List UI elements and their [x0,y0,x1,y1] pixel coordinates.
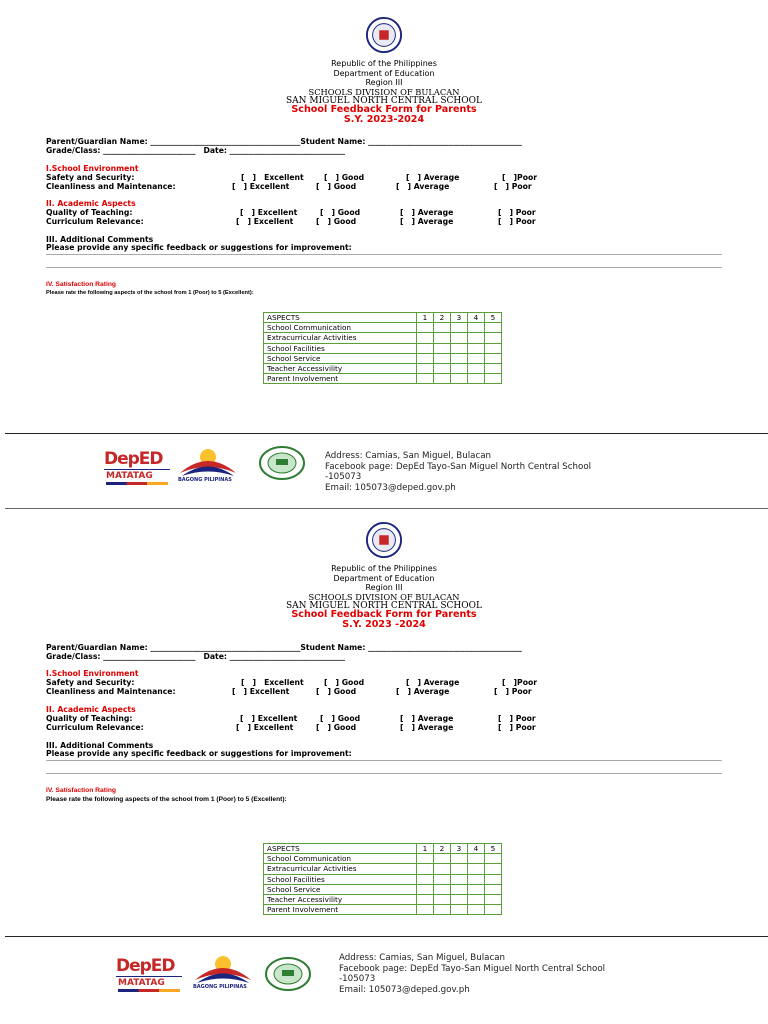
table-row [264,864,502,874]
form-page-1 [0,0,768,505]
letterhead [0,564,768,612]
table-header-cell: 2 [434,313,451,323]
header-line4: SCHOOLS DIVISION OF BULACAN [308,591,460,602]
rating-cell[interactable] [451,333,468,343]
rating-cell[interactable] [451,364,468,374]
safety-excellent-option[interactable]: [ ] Excellent [241,678,304,687]
quality-good-option[interactable]: [ ] Good [320,714,361,723]
rating-cell[interactable] [434,353,451,363]
rating-cell[interactable] [485,374,502,384]
table-header-cell: 3 [451,844,468,854]
rating-cell[interactable] [485,884,502,894]
aspect-label: School Communication [264,854,417,864]
rating-cell[interactable] [417,895,434,905]
section-satisfaction-rating: IV. Satisfaction Rating [46,281,116,288]
rating-cell[interactable] [417,343,434,353]
table-row [264,854,502,864]
table-header-cell: 1 [417,844,434,854]
bagong-pilipinas-logo [191,950,255,994]
table-header-cell: 3 [451,313,468,323]
footer-address: Address: Camias, San Miguel, Bulacan [325,451,492,461]
quality-excellent-option[interactable]: [ ] Excellent [240,714,298,723]
quality-good-option[interactable]: [ ] Good [320,208,361,217]
safety-poor-option[interactable]: [ ]Poor [502,173,538,182]
rating-cell[interactable] [417,333,434,343]
clean-excellent-option[interactable]: [ ] Excellent [232,687,290,696]
curriculum-label: Curriculum Relevance: [46,723,144,732]
rating-cell[interactable] [417,353,434,363]
table-row [264,874,502,884]
form-title: School Feedback Form for Parents [291,104,477,115]
school-year: S.Y. 2023-2024 [343,114,425,125]
school-seal-icon [264,956,312,992]
curr-poor-option[interactable]: [ ] Poor [498,217,536,226]
curr-good-option[interactable]: [ ] Good [316,723,357,732]
quality-label: Quality of Teaching: [46,208,133,217]
curr-good-option[interactable]: [ ] Good [316,217,357,226]
rating-cell[interactable] [451,343,468,353]
deped-seal-icon [365,16,403,54]
rating-cell[interactable] [451,854,468,864]
footer-email[interactable]: Email: 105073@deped.gov.ph [325,482,456,493]
matatag-logo-text: MATATAG [106,471,153,481]
clean-good-option[interactable]: [ ] Good [316,182,357,191]
rating-cell[interactable] [485,864,502,874]
curriculum-label: Curriculum Relevance: [46,217,144,226]
table-header-cell: ASPECTS [264,313,417,323]
rating-cell[interactable] [468,343,485,353]
aspect-label: Extracurricular Activities [264,864,417,874]
rating-cell[interactable] [451,905,468,915]
form-page-2 [0,508,768,1024]
deped-matatag-logo [116,954,186,994]
comments-prompt: Please provide any specific feedback or suggestions for improvement: [46,749,352,758]
table-row [264,364,502,374]
matatag-logo-text: MATATAG [118,978,165,988]
rating-cell[interactable] [468,353,485,363]
header-line1: Republic of the Philippines [331,564,437,573]
aspect-label: School Service [264,353,417,363]
rating-cell[interactable] [468,374,485,384]
table-row [264,884,502,894]
rating-cell[interactable] [417,905,434,915]
table-row [264,323,502,333]
table-row [264,343,502,353]
section-school-environment: I.School Environment [46,164,139,173]
table-header-cell: 2 [434,844,451,854]
rating-cell[interactable] [485,854,502,864]
table-header-cell: ASPECTS [264,844,417,854]
clean-excellent-option[interactable]: [ ] Excellent [232,182,290,191]
school-year: S.Y. 2023 -2024 [342,619,426,630]
safety-poor-option[interactable]: [ ]Poor [502,678,538,687]
rating-cell[interactable] [434,374,451,384]
safety-label: Safety and Security: [46,678,135,687]
quality-poor-option[interactable]: [ ] Poor [498,208,536,217]
rating-cell[interactable] [434,884,451,894]
rating-cell[interactable] [468,864,485,874]
clean-poor-option[interactable]: [ ] Poor [494,687,532,696]
header-line1: Republic of the Philippines [331,59,437,68]
footer-facebook[interactable]: Facebook page: DepEd Tayo-San Miguel North Central School [339,963,606,974]
comment-line[interactable] [46,773,722,774]
footer-divider [5,936,768,937]
deped-logo-text: DepED [104,449,163,469]
grade-date-line[interactable]: Grade/Class: ________________________ Date: ______________________________ [46,146,345,155]
rating-cell[interactable] [434,854,451,864]
table-row [264,374,502,384]
header-line2: Department of Education [333,573,435,583]
rating-prompt: Please rate the following aspects of the school from 1 (Poor) to 5 (Excellent): [46,796,287,803]
aspect-label: School Facilities [264,343,417,353]
footer-address-block [325,451,615,495]
quality-average-option[interactable]: [ ] Average [400,208,454,217]
rating-cell[interactable] [468,905,485,915]
table-header-cell: 1 [417,313,434,323]
safety-excellent-option[interactable]: [ ] Excellent [241,173,304,182]
table-header-cell: 5 [485,313,502,323]
bagong-pilipinas-logo [176,443,240,487]
rating-cell[interactable] [434,874,451,884]
rating-cell[interactable] [468,333,485,343]
rating-cell[interactable] [485,343,502,353]
comment-line[interactable] [46,760,722,761]
aspect-label: Parent Involvement [264,905,417,915]
rating-cell[interactable] [468,884,485,894]
sunburst-icon [176,443,240,477]
rating-cell[interactable] [417,374,434,384]
form-title: School Feedback Form for Parents [291,609,477,620]
aspect-label: School Communication [264,323,417,333]
rating-cell[interactable] [434,905,451,915]
deped-logo-text: DepED [116,956,175,976]
rating-prompt: Please rate the following aspects of the school from 1 (Poor) to 5 (Excellent): [46,290,254,296]
cleanliness-label: Cleanliness and Maintenance: [46,687,176,696]
rating-cell[interactable] [434,864,451,874]
rating-cell[interactable] [434,323,451,333]
rating-cell[interactable] [485,323,502,333]
safety-average-option[interactable]: [ ] Average [406,173,460,182]
aspect-label: Teacher Accessivility [264,364,417,374]
aspect-label: Extracurricular Activities [264,333,417,343]
rating-cell[interactable] [485,364,502,374]
footer-divider [5,433,768,434]
aspect-label: School Facilities [264,874,417,884]
rating-cell[interactable] [451,353,468,363]
header-line5: SAN MIGUEL NORTH CENTRAL SCHOOL [285,601,483,612]
rating-cell[interactable] [451,884,468,894]
bagong-pilipinas-text: BAGONG PILIPINAS [178,477,232,483]
rating-cell[interactable] [417,323,434,333]
rating-cell[interactable] [485,905,502,915]
rating-cell[interactable] [434,333,451,343]
aspect-label: Parent Involvement [264,374,417,384]
rating-table [263,312,502,384]
rating-cell[interactable] [468,364,485,374]
quality-excellent-option[interactable]: [ ] Excellent [240,208,298,217]
table-header-row [264,844,502,854]
safety-average-option[interactable]: [ ] Average [406,678,460,687]
section-satisfaction-rating: IV. Satisfaction Rating [46,787,116,794]
header-line3: Region III [365,78,403,88]
table-header-cell: 4 [468,844,485,854]
table-row [264,333,502,343]
parent-student-line[interactable]: Parent/Guardian Name: _______________________________________Student Name: ________________________________________ [46,643,522,652]
curr-excellent-option[interactable]: [ ] Excellent [236,217,294,226]
curr-poor-option[interactable]: [ ] Poor [498,723,536,732]
deped-seal-icon [365,521,403,559]
section-academic-aspects: II. Academic Aspects [46,199,136,208]
section-academic-aspects: II. Academic Aspects [46,705,136,714]
parent-student-line[interactable]: Parent/Guardian Name: _______________________________________Student Name: ________________________________________ [46,137,522,146]
rating-table [263,843,502,915]
rating-cell[interactable] [451,895,468,905]
deped-matatag-logo [104,447,174,487]
safety-label: Safety and Security: [46,173,135,182]
clean-good-option[interactable]: [ ] Good [316,687,357,696]
safety-good-option[interactable]: [ ] Good [324,678,365,687]
header-line2: Department of Education [333,68,435,78]
curr-average-option[interactable]: [ ] Average [400,217,454,226]
rating-cell[interactable] [417,854,434,864]
footer-address: Address: Camias, San Miguel, Bulacan [339,953,506,963]
comment-line[interactable] [46,254,722,255]
rating-cell[interactable] [485,874,502,884]
header-line4: SCHOOLS DIVISION OF BULACAN [308,86,460,97]
quality-poor-option[interactable]: [ ] Poor [498,714,536,723]
school-seal-icon [258,445,306,481]
header-line5: SAN MIGUEL NORTH CENTRAL SCHOOL [285,96,483,107]
curr-average-option[interactable]: [ ] Average [400,723,454,732]
table-row [264,905,502,915]
grade-date-line[interactable]: Grade/Class: ________________________ Date: ______________________________ [46,652,345,661]
rating-cell[interactable] [468,895,485,905]
rating-cell[interactable] [468,854,485,864]
quality-label: Quality of Teaching: [46,714,133,723]
table-header-row [264,313,502,323]
table-row [264,353,502,363]
clean-poor-option[interactable]: [ ] Poor [494,182,532,191]
table-row [264,895,502,905]
rating-cell[interactable] [451,864,468,874]
section-school-environment: I.School Environment [46,669,139,678]
rating-cell[interactable] [434,343,451,353]
comments-prompt: Please provide any specific feedback or suggestions for improvement: [46,243,352,252]
rating-cell[interactable] [451,874,468,884]
clean-average-option[interactable]: [ ] Average [396,182,450,191]
section-additional-comments: III. Additional Comments [46,235,154,244]
rating-cell[interactable] [451,323,468,333]
rating-cell[interactable] [434,895,451,905]
cleanliness-label: Cleanliness and Maintenance: [46,182,176,191]
rating-cell[interactable] [417,864,434,874]
rating-cell[interactable] [468,323,485,333]
curr-excellent-option[interactable]: [ ] Excellent [236,723,294,732]
clean-average-option[interactable]: [ ] Average [396,687,450,696]
rating-cell[interactable] [485,353,502,363]
header-line3: Region III [365,583,403,593]
table-header-cell: 4 [468,313,485,323]
footer-email[interactable]: Email: 105073@deped.gov.ph [339,984,470,995]
rating-cell[interactable] [434,364,451,374]
footer-facebook[interactable]: Facebook page: DepEd Tayo-San Miguel North Central School [325,461,592,472]
safety-good-option[interactable]: [ ] Good [324,173,365,182]
rating-cell[interactable] [485,333,502,343]
rating-cell[interactable] [417,364,434,374]
sunburst-icon [191,950,255,984]
section-additional-comments: III. Additional Comments [46,741,154,750]
aspect-label: Teacher Accessivility [264,895,417,905]
rating-cell[interactable] [417,874,434,884]
rating-cell[interactable] [468,874,485,884]
footer-id: -105073 [339,974,376,985]
bagong-pilipinas-text: BAGONG PILIPINAS [193,984,247,990]
table-header-cell: 5 [485,844,502,854]
rating-cell[interactable] [485,895,502,905]
rating-cell[interactable] [417,884,434,894]
footer-address-block [339,953,629,997]
aspect-label: School Service [264,884,417,894]
footer-id: -105073 [325,472,362,483]
comment-line[interactable] [46,267,722,268]
letterhead [0,59,768,107]
quality-average-option[interactable]: [ ] Average [400,714,454,723]
rating-cell[interactable] [451,374,468,384]
